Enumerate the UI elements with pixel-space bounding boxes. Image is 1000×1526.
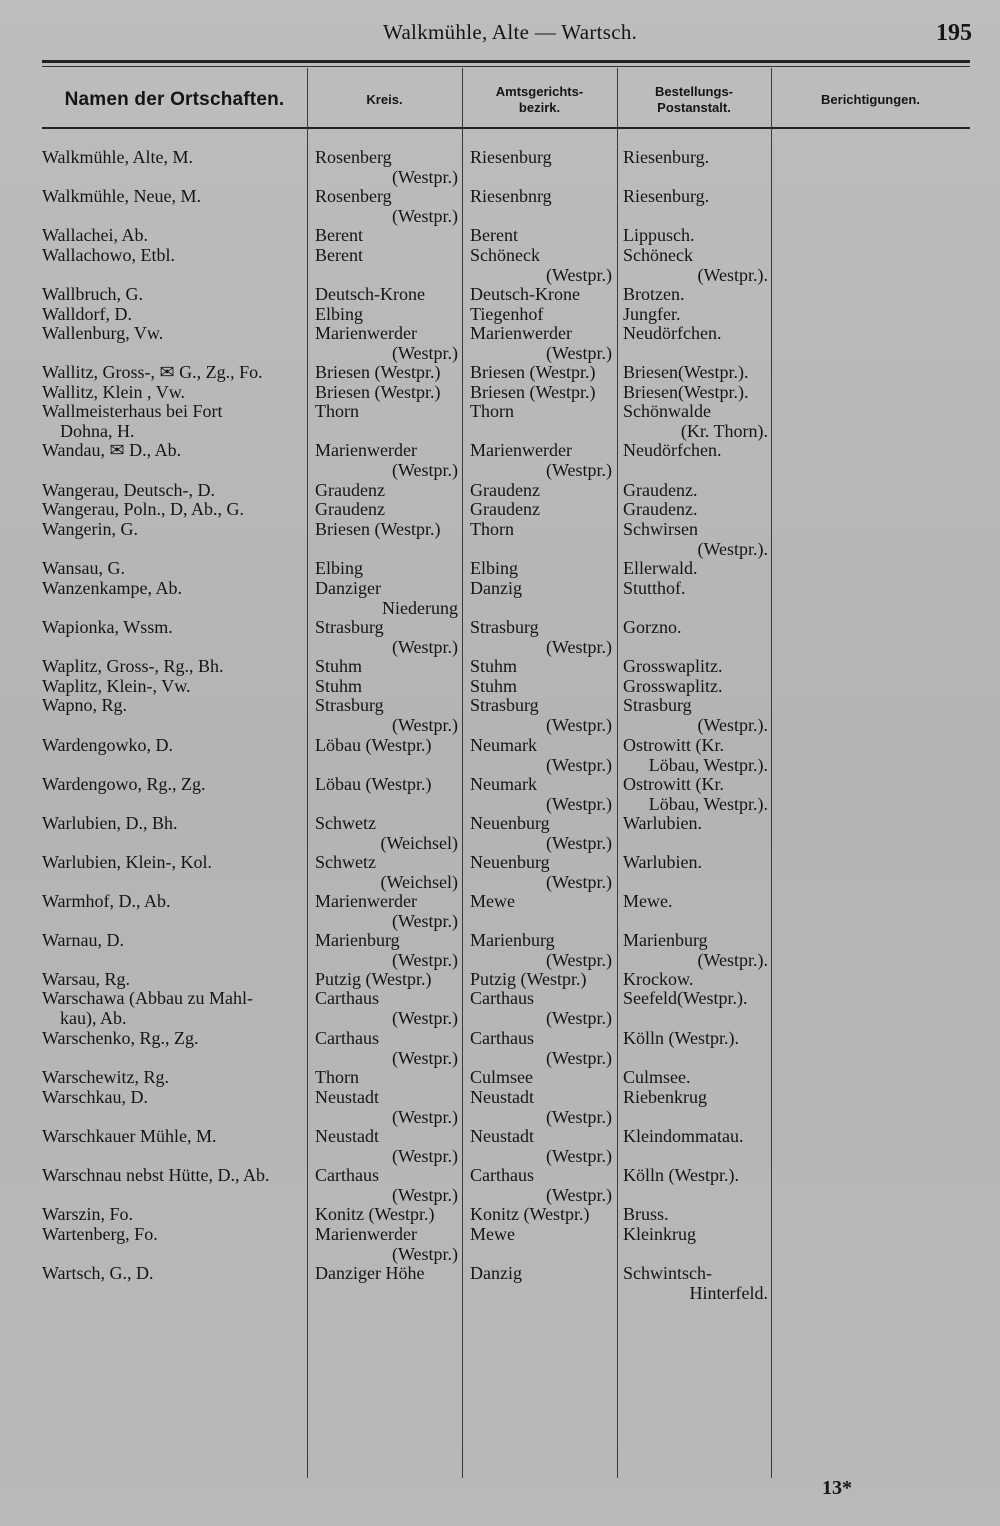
- kreis-cell: Elbing: [315, 304, 363, 324]
- kreis-cell: Danziger: [315, 578, 381, 598]
- kreis-cell: (Weichsel): [380, 871, 458, 892]
- postanstalt-cell: Brotzen.: [623, 284, 685, 304]
- place-name: Warschenko, Rg., Zg.: [42, 1028, 199, 1048]
- postanstalt-cell: Gorzno.: [623, 617, 682, 637]
- amtsgericht-cell: Danzig: [470, 1263, 522, 1283]
- place-name: Wangerau, Poln., D, Ab., G.: [42, 499, 245, 519]
- place-name: Wallbruch, G.: [42, 284, 144, 304]
- place-name: Wapionka, Wssm.: [42, 617, 173, 637]
- place-name: Wallmeisterhaus bei Fort: [42, 401, 223, 421]
- column-header-postanstalt: [617, 72, 771, 128]
- place-name: Wandau, ✉ D., Ab.: [42, 440, 182, 460]
- amtsgericht-cell: Marienwerder: [470, 323, 572, 343]
- amtsgericht-cell: Neustadt: [470, 1087, 534, 1107]
- kreis-cell: Schwetz: [315, 813, 376, 833]
- column-header-name: Namen der Ortschaften.: [64, 88, 285, 110]
- kreis-cell: Briesen (Westpr.): [315, 382, 441, 402]
- place-name: Wapno, Rg.: [42, 695, 128, 715]
- top-rule: [42, 60, 970, 63]
- kreis-cell: Neustadt: [315, 1126, 379, 1146]
- amtsgericht-cell: Schöneck: [470, 245, 540, 265]
- place-name: Wardengowo, Rg., Zg.: [42, 774, 206, 794]
- place-name: Wartenberg, Fo.: [42, 1224, 158, 1244]
- amtsgericht-cell: Graudenz: [470, 499, 540, 519]
- amtsgericht-cell: Riesenburg: [470, 147, 552, 167]
- postanstalt-cell: Schwirsen: [623, 519, 698, 539]
- kreis-cell: (Westpr.): [391, 1184, 458, 1205]
- place-name: Warmhof, D., Ab.: [42, 891, 171, 911]
- amtsgericht-cell: (Westpr.): [545, 1145, 612, 1166]
- postanstalt-cell: Ostrowitt (Kr.: [623, 735, 724, 755]
- kreis-cell: (Westpr.): [391, 1106, 458, 1127]
- column-header-kreis: Kreis.: [366, 92, 403, 108]
- amtsgericht-cell: (Westpr.): [545, 1106, 612, 1127]
- amtsgericht-cell: Danzig: [470, 578, 522, 598]
- place-name: Warszin, Fo.: [42, 1204, 134, 1224]
- amtsgericht-cell: (Westpr.): [545, 871, 612, 892]
- column-header-post-line2: Postanstalt.: [657, 100, 731, 115]
- postanstalt-cell: Warlubien.: [623, 852, 703, 872]
- place-name: Warschnau nebst Hütte, D., Ab.: [42, 1165, 270, 1185]
- place-name: Warschewitz, Rg.: [42, 1067, 170, 1087]
- postanstalt-cell: Riebenkrug: [623, 1087, 707, 1107]
- amtsgericht-cell: Neuenburg: [470, 852, 550, 872]
- kreis-cell: Carthaus: [315, 1028, 379, 1048]
- amtsgericht-cell: (Westpr.): [545, 1047, 612, 1068]
- kreis-cell: (Weichsel): [380, 832, 458, 853]
- postanstalt-cell: Graudenz.: [623, 480, 698, 500]
- kreis-cell: Briesen (Westpr.): [315, 519, 441, 539]
- postanstalt-cell: Graudenz.: [623, 499, 698, 519]
- place-name: Wardengowko, D.: [42, 735, 174, 755]
- amtsgericht-cell: (Westpr.): [545, 1007, 612, 1028]
- place-name: Walldorf, D.: [42, 304, 133, 324]
- kreis-cell: Konitz (Westpr.): [315, 1204, 435, 1224]
- amtsgericht-cell: Neustadt: [470, 1126, 534, 1146]
- place-name: Wanzenkampe, Ab.: [42, 578, 183, 598]
- amtsgericht-cell: Culmsee: [470, 1067, 533, 1087]
- postanstalt-cell: Jungfer.: [623, 304, 681, 324]
- kreis-cell: Löbau (Westpr.): [315, 774, 432, 794]
- amtsgericht-cell: Strasburg: [470, 695, 539, 715]
- amtsgericht-cell: Stuhm: [470, 676, 518, 696]
- postanstalt-cell: Kölln (Westpr.).: [623, 1028, 740, 1048]
- column-header-amtsgerichtsbezirk: [462, 72, 617, 128]
- place-name: Warsau, Rg.: [42, 969, 131, 989]
- postanstalt-cell: Kleinkrug: [623, 1224, 696, 1244]
- postanstalt-cell: Grosswaplitz.: [623, 656, 723, 676]
- kreis-cell: Neustadt: [315, 1087, 379, 1107]
- amtsgericht-cell: Carthaus: [470, 1165, 534, 1185]
- place-name: Wartsch, G., D.: [42, 1263, 154, 1283]
- postanstalt-cell: (Westpr.).: [697, 538, 768, 559]
- amtsgericht-cell: Briesen (Westpr.): [470, 382, 596, 402]
- place-name: Waplitz, Klein-, Vw.: [42, 676, 191, 696]
- postanstalt-cell: Grosswaplitz.: [623, 676, 723, 696]
- kreis-cell: (Westpr.): [391, 1047, 458, 1068]
- kreis-cell: Niederung: [382, 597, 458, 618]
- place-name: Warnau, D.: [42, 930, 125, 950]
- amtsgericht-cell: Neuenburg: [470, 813, 550, 833]
- place-name: Warlubien, D., Bh.: [42, 813, 178, 833]
- kreis-cell: Thorn: [315, 1067, 359, 1087]
- place-name: Wallenburg, Vw.: [42, 323, 164, 343]
- amtsgericht-cell: Mewe: [470, 1224, 515, 1244]
- kreis-cell: (Westpr.): [391, 342, 458, 363]
- postanstalt-cell: Schöneck: [623, 245, 693, 265]
- amtsgericht-cell: Berent: [470, 225, 518, 245]
- postanstalt-cell: Bruss.: [623, 1204, 669, 1224]
- amtsgericht-cell: Tiegenhof: [470, 304, 544, 324]
- place-name: Wallachowo, Etbl.: [42, 245, 176, 265]
- postanstalt-cell: Neudörfchen.: [623, 440, 722, 460]
- amtsgericht-cell: Riesenbnrg: [470, 186, 552, 206]
- amtsgericht-cell: (Westpr.): [545, 754, 612, 775]
- postanstalt-cell: (Kr. Thorn).: [680, 420, 768, 441]
- postanstalt-cell: (Westpr.).: [697, 264, 768, 285]
- kreis-cell: Carthaus: [315, 1165, 379, 1185]
- kreis-cell: Graudenz: [315, 480, 385, 500]
- kreis-cell: Löbau (Westpr.): [315, 735, 432, 755]
- amtsgericht-cell: Elbing: [470, 558, 518, 578]
- kreis-cell: Elbing: [315, 558, 363, 578]
- kreis-cell: Deutsch-Krone: [315, 284, 425, 304]
- postanstalt-cell: Kleindommatau.: [623, 1126, 744, 1146]
- amtsgericht-cell: Putzig (Westpr.): [470, 969, 587, 989]
- kreis-cell: Marienwerder: [315, 323, 417, 343]
- amtsgericht-cell: (Westpr.): [545, 264, 612, 285]
- kreis-cell: (Westpr.): [391, 910, 458, 931]
- kreis-cell: Strasburg: [315, 617, 384, 637]
- postanstalt-cell: Löbau, Westpr.).: [648, 754, 768, 775]
- postanstalt-cell: Marienburg: [623, 930, 708, 950]
- kreis-cell: (Westpr.): [391, 714, 458, 735]
- amtsgericht-cell: Strasburg: [470, 617, 539, 637]
- page-number: 195: [936, 20, 972, 46]
- place-name: Wallitz, Gross-, ✉ G., Zg., Fo.: [42, 362, 263, 382]
- place-name: Warschkau, D.: [42, 1087, 149, 1107]
- place-name: Warlubien, Klein-, Kol.: [42, 852, 213, 872]
- amtsgericht-cell: Graudenz: [470, 480, 540, 500]
- postanstalt-cell: Briesen(Westpr.).: [623, 362, 749, 382]
- kreis-cell: (Westpr.): [391, 205, 458, 226]
- kreis-cell: Rosenberg: [315, 186, 392, 206]
- kreis-cell: Marienwerder: [315, 891, 417, 911]
- place-name: Warschkauer Mühle, M.: [42, 1126, 217, 1146]
- place-name: Warschawa (Abbau zu Mahl-: [42, 988, 253, 1008]
- postanstalt-cell: Riesenburg.: [623, 147, 710, 167]
- postanstalt-cell: Culmsee.: [623, 1067, 691, 1087]
- amtsgericht-cell: (Westpr.): [545, 832, 612, 853]
- postanstalt-cell: Schönwalde: [623, 401, 711, 421]
- place-name: Wallachei, Ab.: [42, 225, 149, 245]
- kreis-cell: Danziger Höhe: [315, 1263, 425, 1283]
- column-divider: [617, 68, 618, 1478]
- postanstalt-cell: Ellerwald.: [623, 558, 698, 578]
- postanstalt-cell: Seefeld(Westpr.).: [623, 988, 748, 1008]
- postanstalt-cell: Briesen(Westpr.).: [623, 382, 749, 402]
- column-divider: [307, 68, 308, 1478]
- kreis-cell: (Westpr.): [391, 636, 458, 657]
- amtsgericht-cell: Stuhm: [470, 656, 518, 676]
- amtsgericht-cell: Thorn: [470, 401, 514, 421]
- amtsgericht-cell: (Westpr.): [545, 793, 612, 814]
- kreis-cell: Briesen (Westpr.): [315, 362, 441, 382]
- kreis-cell: Stuhm: [315, 676, 363, 696]
- kreis-cell: (Westpr.): [391, 1243, 458, 1264]
- amtsgericht-cell: (Westpr.): [545, 636, 612, 657]
- column-header-amt-line1: Amtsgerichts-: [495, 84, 584, 100]
- postanstalt-cell: Warlubien.: [623, 813, 703, 833]
- kreis-cell: Stuhm: [315, 656, 363, 676]
- kreis-cell: Putzig (Westpr.): [315, 969, 432, 989]
- postanstalt-cell: Mewe.: [623, 891, 673, 911]
- kreis-cell: Graudenz: [315, 499, 385, 519]
- amtsgericht-cell: Thorn: [470, 519, 514, 539]
- amtsgericht-cell: (Westpr.): [545, 1184, 612, 1205]
- kreis-cell: Schwetz: [315, 852, 376, 872]
- kreis-cell: Carthaus: [315, 988, 379, 1008]
- column-divider: [462, 68, 463, 1478]
- postanstalt-cell: Löbau, Westpr.).: [648, 793, 768, 814]
- kreis-cell: (Westpr.): [391, 1007, 458, 1028]
- place-name: Wangerin, G.: [42, 519, 139, 539]
- postanstalt-cell: Strasburg: [623, 695, 692, 715]
- postanstalt-cell: Kölln (Westpr.).: [623, 1165, 740, 1185]
- postanstalt-cell: Neudörfchen.: [623, 323, 722, 343]
- amtsgericht-cell: Mewe: [470, 891, 515, 911]
- amtsgericht-cell: Briesen (Westpr.): [470, 362, 596, 382]
- column-header-post-line1: Bestellungs-: [654, 84, 733, 100]
- kreis-cell: Marienwerder: [315, 440, 417, 460]
- amtsgericht-cell: Marienwerder: [470, 440, 572, 460]
- running-title: Walkmühle, Alte — Wartsch.: [383, 20, 638, 44]
- kreis-cell: Strasburg: [315, 695, 384, 715]
- amtsgericht-cell: Carthaus: [470, 988, 534, 1008]
- amtsgericht-cell: Neumark: [470, 774, 537, 794]
- place-name: Wangerau, Deutsch-, D.: [42, 480, 215, 500]
- postanstalt-cell: (Westpr.).: [697, 714, 768, 735]
- kreis-cell: Marienwerder: [315, 1224, 417, 1244]
- kreis-cell: Rosenberg: [315, 147, 392, 167]
- postanstalt-cell: (Westpr.).: [697, 949, 768, 970]
- place-name: Wansau, G.: [42, 558, 126, 578]
- running-head: [0, 20, 1000, 50]
- amtsgericht-cell: Konitz (Westpr.): [470, 1204, 590, 1224]
- place-name: Wallitz, Klein , Vw.: [42, 382, 186, 402]
- amtsgericht-cell: Neumark: [470, 735, 537, 755]
- amtsgericht-cell: (Westpr.): [545, 459, 612, 480]
- column-header-berichtigungen: Berichtigungen.: [821, 92, 920, 108]
- postanstalt-cell: Riesenburg.: [623, 186, 710, 206]
- kreis-cell: (Westpr.): [391, 949, 458, 970]
- postanstalt-cell: Schwintsch-: [623, 1263, 712, 1283]
- top-rule-thin: [42, 66, 970, 67]
- amtsgericht-cell: Carthaus: [470, 1028, 534, 1048]
- place-name: kau), Ab.: [60, 1007, 127, 1028]
- kreis-cell: Marienburg: [315, 930, 400, 950]
- place-name: Dohna, H.: [60, 420, 135, 441]
- postanstalt-cell: Hinterfeld.: [689, 1282, 768, 1303]
- kreis-cell: (Westpr.): [391, 1145, 458, 1166]
- amtsgericht-cell: (Westpr.): [545, 714, 612, 735]
- postanstalt-cell: Krockow.: [623, 969, 694, 989]
- postanstalt-cell: Ostrowitt (Kr.: [623, 774, 724, 794]
- postanstalt-cell: Lippusch.: [623, 225, 695, 245]
- column-divider: [771, 68, 772, 1478]
- amtsgericht-cell: Marienburg: [470, 930, 555, 950]
- place-name: Walkmühle, Alte, M.: [42, 147, 194, 167]
- amtsgericht-cell: (Westpr.): [545, 949, 612, 970]
- kreis-cell: Thorn: [315, 401, 359, 421]
- column-header-amt-line2: bezirk.: [518, 100, 561, 115]
- postanstalt-cell: Stutthof.: [623, 578, 686, 598]
- place-name: Waplitz, Gross-, Rg., Bh.: [42, 656, 224, 676]
- amtsgericht-cell: (Westpr.): [545, 342, 612, 363]
- amtsgericht-cell: Deutsch-Krone: [470, 284, 580, 304]
- place-name: Walkmühle, Neue, M.: [42, 186, 202, 206]
- kreis-cell: Berent: [315, 245, 363, 265]
- kreis-cell: (Westpr.): [391, 459, 458, 480]
- kreis-cell: Berent: [315, 225, 363, 245]
- signature-mark: 13*: [822, 1477, 852, 1499]
- kreis-cell: (Westpr.): [391, 166, 458, 187]
